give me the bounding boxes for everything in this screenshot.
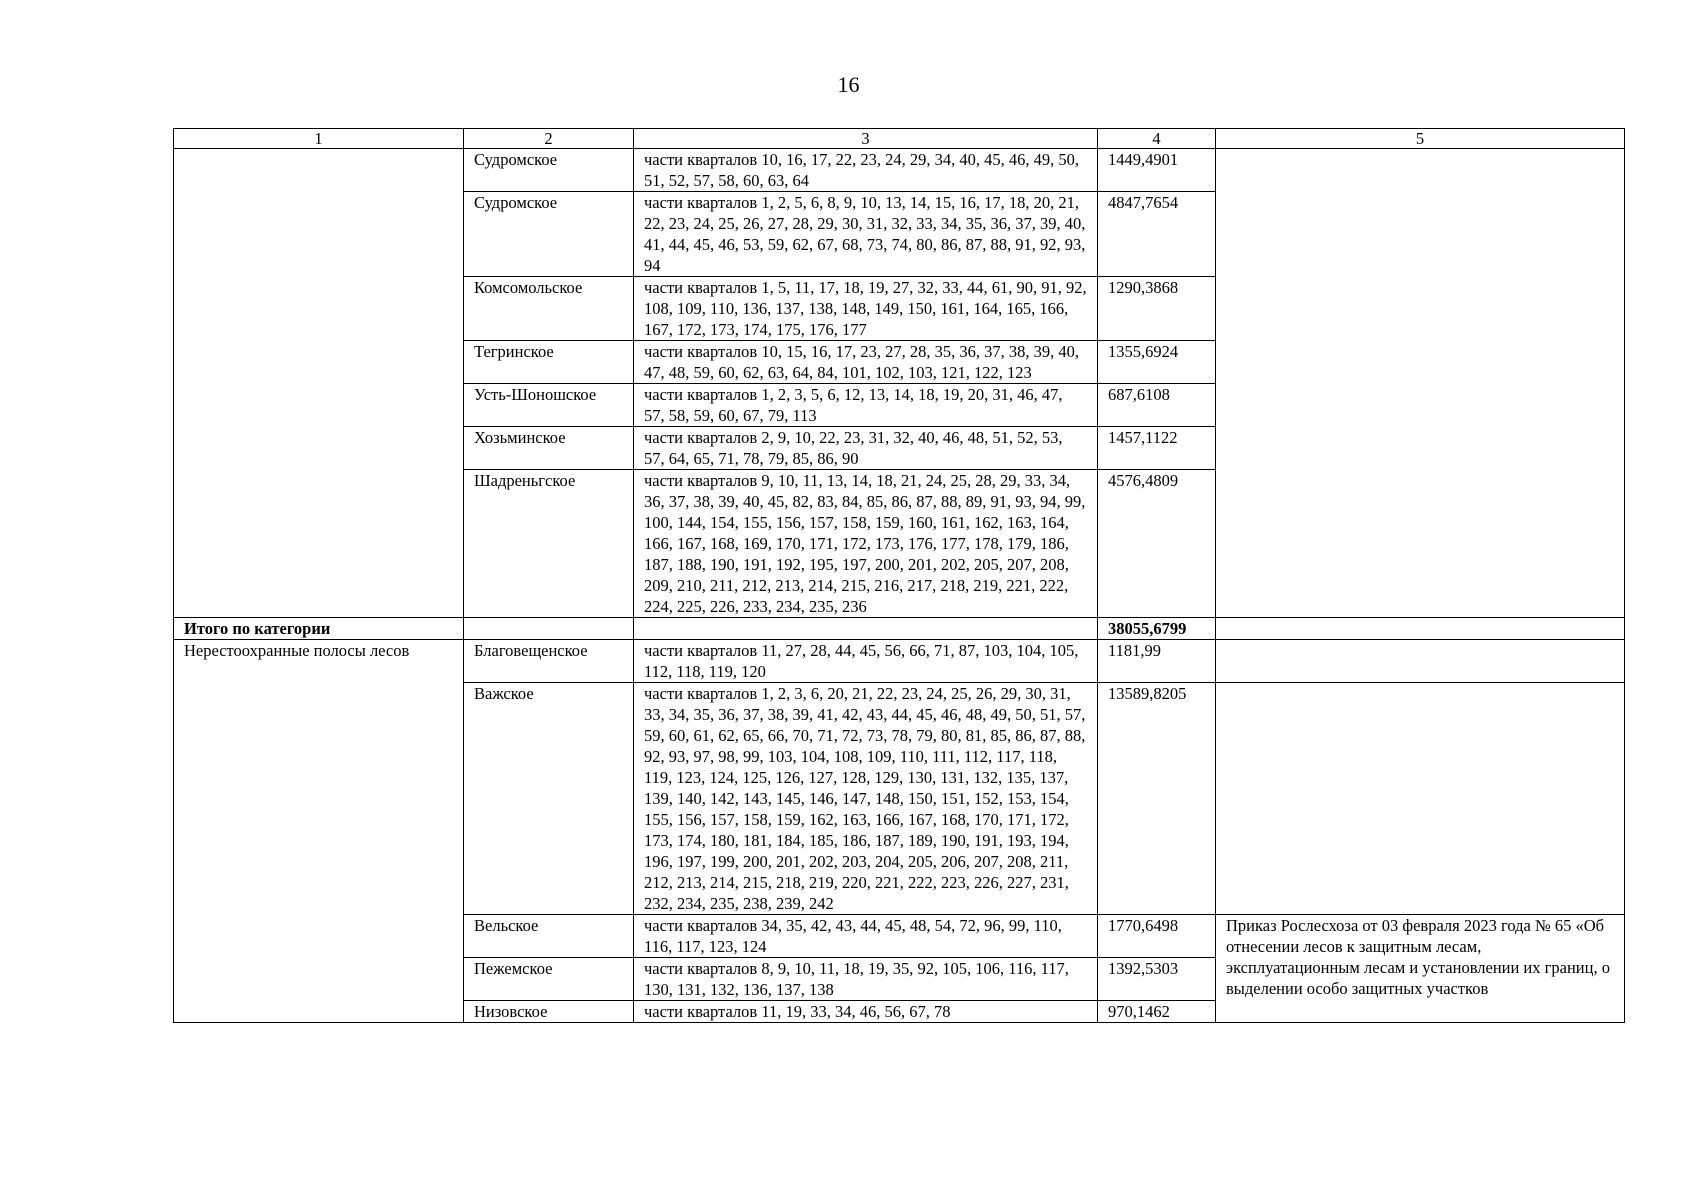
area-cell: 4576,4809 [1098,470,1216,618]
forestry-name: Пежемское [464,958,634,1001]
total-row [174,618,1625,640]
area-cell: 687,6108 [1098,384,1216,427]
area-cell: 1290,3868 [1098,277,1216,341]
category-name: Нерестоохранные полосы лесов [174,640,464,1023]
quarters-cell: части кварталов 1, 2, 3, 6, 20, 21, 22, 23, 24, 25, 26, 29, 30, 31, 33, 34, 35, 36, 37, 38, 39, 41, 42, 43, 44, 45, 46, 48, 49, 50, 51, 57, 59, 60, 61, 62, 65, 66, 70, 71, 72, 73, 78, 79, 80, 81, 85, 86, 87, 88, 92, 93, 97, 98, 99, 103, 104, 108, 109, 110, 111, 112, 117, 118, 119, 123, 124, 125, 126, 127, 128, 129, 130, 131, 132, 135, 137, 139, 140, 142, 143, 145, 146, 147, 148, 150, 151, 152, 153, 154, 155, 156, 157, 158, 159, 162, 163, 166, 167, 168, 170, 171, 172, 173, 174, 180, 181, 184, 185, 186, 187, 189, 190, 191, 193, 194, 196, 197, 199, 200, 201, 202, 203, 204, 205, 206, 207, 208, 211, 212, 213, 214, 215, 218, 219, 220, 221, 222, 223, 226, 227, 231, 232, 234, 235, 238, 239, 242 [634,683,1098,915]
basis-cell-empty [1216,683,1625,915]
header-col-5: 5 [1216,129,1625,149]
total-empty-2 [464,618,634,640]
table-row [174,640,1625,683]
table-body [174,149,1625,1023]
total-label: Итого по категории [174,618,464,640]
header-col-4: 4 [1098,129,1216,149]
header-col-2: 2 [464,129,634,149]
quarters-cell: части кварталов 11, 19, 33, 34, 46, 56, 67, 78 [634,1001,1098,1023]
forestry-name: Тегринское [464,341,634,384]
quarters-cell: части кварталов 2, 9, 10, 22, 23, 31, 32, 40, 46, 48, 51, 52, 53, 57, 64, 65, 71, 78, 79, 85, 86, 90 [634,427,1098,470]
area-cell: 1181,99 [1098,640,1216,683]
category-cell-empty [174,149,464,618]
area-cell: 13589,8205 [1098,683,1216,915]
basis-cell: Приказ Рослесхоза от 03 февраля 2023 года № 65 «Об отнесении лесов к защитным лесам, эксплуатационным лесам и установлении их границ, о выделении особо защитных участков [1216,915,1625,1023]
quarters-cell: части кварталов 34, 35, 42, 43, 44, 45, 48, 54, 72, 96, 99, 110, 116, 117, 123, 124 [634,915,1098,958]
total-empty-3 [634,618,1098,640]
area-cell: 1457,1122 [1098,427,1216,470]
header-col-1: 1 [174,129,464,149]
quarters-cell: части кварталов 1, 5, 11, 17, 18, 19, 27, 32, 33, 44, 61, 90, 91, 92, 108, 109, 110, 136, 137, 138, 148, 149, 150, 161, 164, 165, 166, 167, 172, 173, 174, 175, 176, 177 [634,277,1098,341]
page-number: 16 [837,72,860,97]
header-col-3: 3 [634,129,1098,149]
quarters-cell: части кварталов 1, 2, 5, 6, 8, 9, 10, 13, 14, 15, 16, 17, 18, 20, 21, 22, 23, 24, 25, 26, 27, 28, 29, 30, 31, 32, 33, 34, 35, 36, 37, 39, 40, 41, 44, 45, 46, 53, 59, 62, 67, 68, 73, 74, 80, 86, 87, 88, 91, 92, 93, 94 [634,192,1098,277]
area-cell: 1449,4901 [1098,149,1216,192]
total-value: 38055,6799 [1098,618,1216,640]
forestry-name: Шадреньгское [464,470,634,618]
quarters-cell: части кварталов 8, 9, 10, 11, 18, 19, 35, 92, 105, 106, 116, 117, 130, 131, 132, 136, 137, 138 [634,958,1098,1001]
quarters-cell: части кварталов 1, 2, 3, 5, 6, 12, 13, 14, 18, 19, 20, 31, 46, 47, 57, 58, 59, 60, 67, 79, 113 [634,384,1098,427]
quarters-cell: части кварталов 11, 27, 28, 44, 45, 56, 66, 71, 87, 103, 104, 105, 112, 118, 119, 120 [634,640,1098,683]
total-empty-5 [1216,618,1625,640]
forestry-name: Низовское [464,1001,634,1023]
forestry-name: Хозьминское [464,427,634,470]
area-cell: 4847,7654 [1098,192,1216,277]
area-cell: 1355,6924 [1098,341,1216,384]
quarters-cell: части кварталов 9, 10, 11, 13, 14, 18, 21, 24, 25, 28, 29, 33, 34, 36, 37, 38, 39, 40, 45, 82, 83, 84, 85, 86, 87, 88, 89, 91, 93, 94, 99, 100, 144, 154, 155, 156, 157, 158, 159, 160, 161, 162, 163, 164, 166, 167, 168, 169, 170, 171, 172, 173, 176, 177, 178, 179, 186, 187, 188, 190, 191, 192, 195, 197, 200, 201, 202, 205, 207, 208, 209, 210, 211, 212, 213, 214, 215, 216, 217, 218, 219, 221, 222, 224, 225, 226, 233, 234, 235, 236 [634,470,1098,618]
table-header [174,129,1625,149]
table-row [174,149,1625,192]
forest-table [173,128,1625,1023]
area-cell: 970,1462 [1098,1001,1216,1023]
area-cell: 1392,5303 [1098,958,1216,1001]
area-cell: 1770,6498 [1098,915,1216,958]
basis-cell-empty [1216,149,1625,618]
forestry-name: Важское [464,683,634,915]
header-row [174,129,1625,149]
forestry-name: Вельское [464,915,634,958]
quarters-cell: части кварталов 10, 16, 17, 22, 23, 24, 29, 34, 40, 45, 46, 49, 50, 51, 52, 57, 58, 60, 63, 64 [634,149,1098,192]
quarters-cell: части кварталов 10, 15, 16, 17, 23, 27, 28, 35, 36, 37, 38, 39, 40, 47, 48, 59, 60, 62, 63, 64, 84, 101, 102, 103, 121, 122, 123 [634,341,1098,384]
forestry-name: Усть-Шоношское [464,384,634,427]
basis-cell-empty [1216,640,1625,683]
forestry-name: Судромское [464,192,634,277]
forestry-name: Комсомольское [464,277,634,341]
forestry-name: Благовещенское [464,640,634,683]
forestry-name: Судромское [464,149,634,192]
